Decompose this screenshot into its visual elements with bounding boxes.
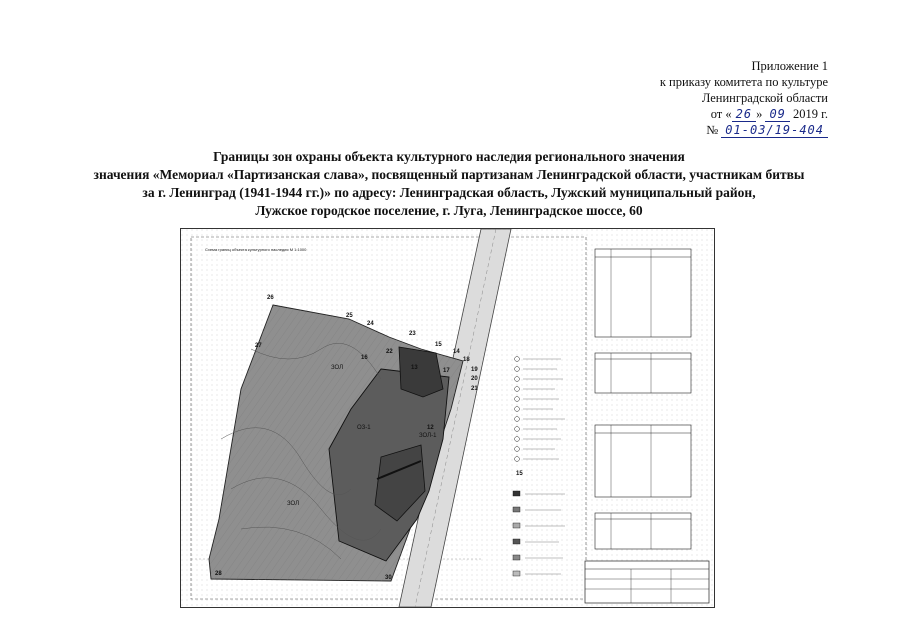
legend-swatch — [513, 491, 520, 496]
order-number: 01-03/19-404 — [721, 123, 828, 138]
inner-zone-north — [399, 347, 443, 397]
point-label: 15 — [435, 342, 442, 348]
point-label: 27 — [255, 343, 262, 349]
title-line-1: Границы зон охраны объекта культурного наследия регионального значения — [213, 149, 685, 164]
appendix-order-ref: к приказу комитета по культуре — [659, 75, 828, 89]
appendix-header — [588, 58, 828, 138]
date-day: 26 — [732, 107, 756, 122]
coordinates-table-3 — [595, 425, 691, 497]
legend-swatch — [513, 539, 520, 544]
legend-swatch — [513, 523, 520, 528]
zone-label: ОЗ-1 — [357, 425, 371, 431]
point-label: 23 — [409, 331, 416, 337]
legend-swatch — [513, 507, 520, 512]
document-title — [40, 148, 858, 220]
title-block-frame — [585, 561, 709, 603]
point-label: 24 — [367, 321, 374, 327]
appendix-date: от « 26 » 09 2019 г. — [710, 107, 828, 121]
date-month: 09 — [765, 107, 789, 122]
point-label: 18 — [463, 357, 470, 363]
zone-label: ЗОЛ-1 — [419, 433, 437, 439]
point-label: 19 — [471, 367, 478, 373]
appendix-title: Приложение 1 — [751, 59, 828, 73]
scheme-caption: Схема границ объекта культурного наследия М 1:1000 — [205, 247, 307, 252]
point-label: 28 — [215, 571, 222, 577]
zone-label: ЗОЛ — [331, 365, 344, 371]
point-label: 14 — [453, 349, 460, 355]
map-drawing — [181, 229, 714, 607]
point-label: 21 — [471, 386, 478, 392]
point-label: 17 — [443, 368, 450, 374]
map-sheet — [180, 228, 715, 608]
appendix-number: № 01-03/19-404 — [588, 122, 828, 138]
point-label: 22 — [386, 349, 393, 355]
coordinates-table-1 — [595, 249, 691, 337]
appendix-region: Ленинградской области — [701, 91, 828, 105]
legend-swatch — [513, 555, 520, 560]
point-label: 25 — [346, 313, 353, 319]
point-label: 15 — [516, 471, 523, 477]
point-label: 13 — [411, 365, 418, 371]
legend-swatch — [513, 571, 520, 576]
title-line-2: значения «Мемориал «Партизанская слава», посвященный партизанам Ленинградской области, участникам битвы — [93, 167, 805, 182]
point-label: 26 — [267, 295, 274, 301]
point-label: 12 — [427, 425, 434, 431]
point-label: 16 — [361, 355, 368, 361]
zone-label: ЗОЛ — [287, 501, 300, 507]
title-line-3: за г. Ленинград (1941-1944 гг.)» по адресу: Ленинградская область, Лужский муниципальный район, — [142, 185, 756, 200]
coordinates-table-4 — [595, 513, 691, 549]
point-label: 20 — [471, 376, 478, 382]
title-block — [585, 561, 709, 603]
point-label: 30 — [385, 575, 392, 581]
title-line-4: Лужское городское поселение, г. Луга, Ленинградское шоссе, 60 — [255, 203, 643, 218]
